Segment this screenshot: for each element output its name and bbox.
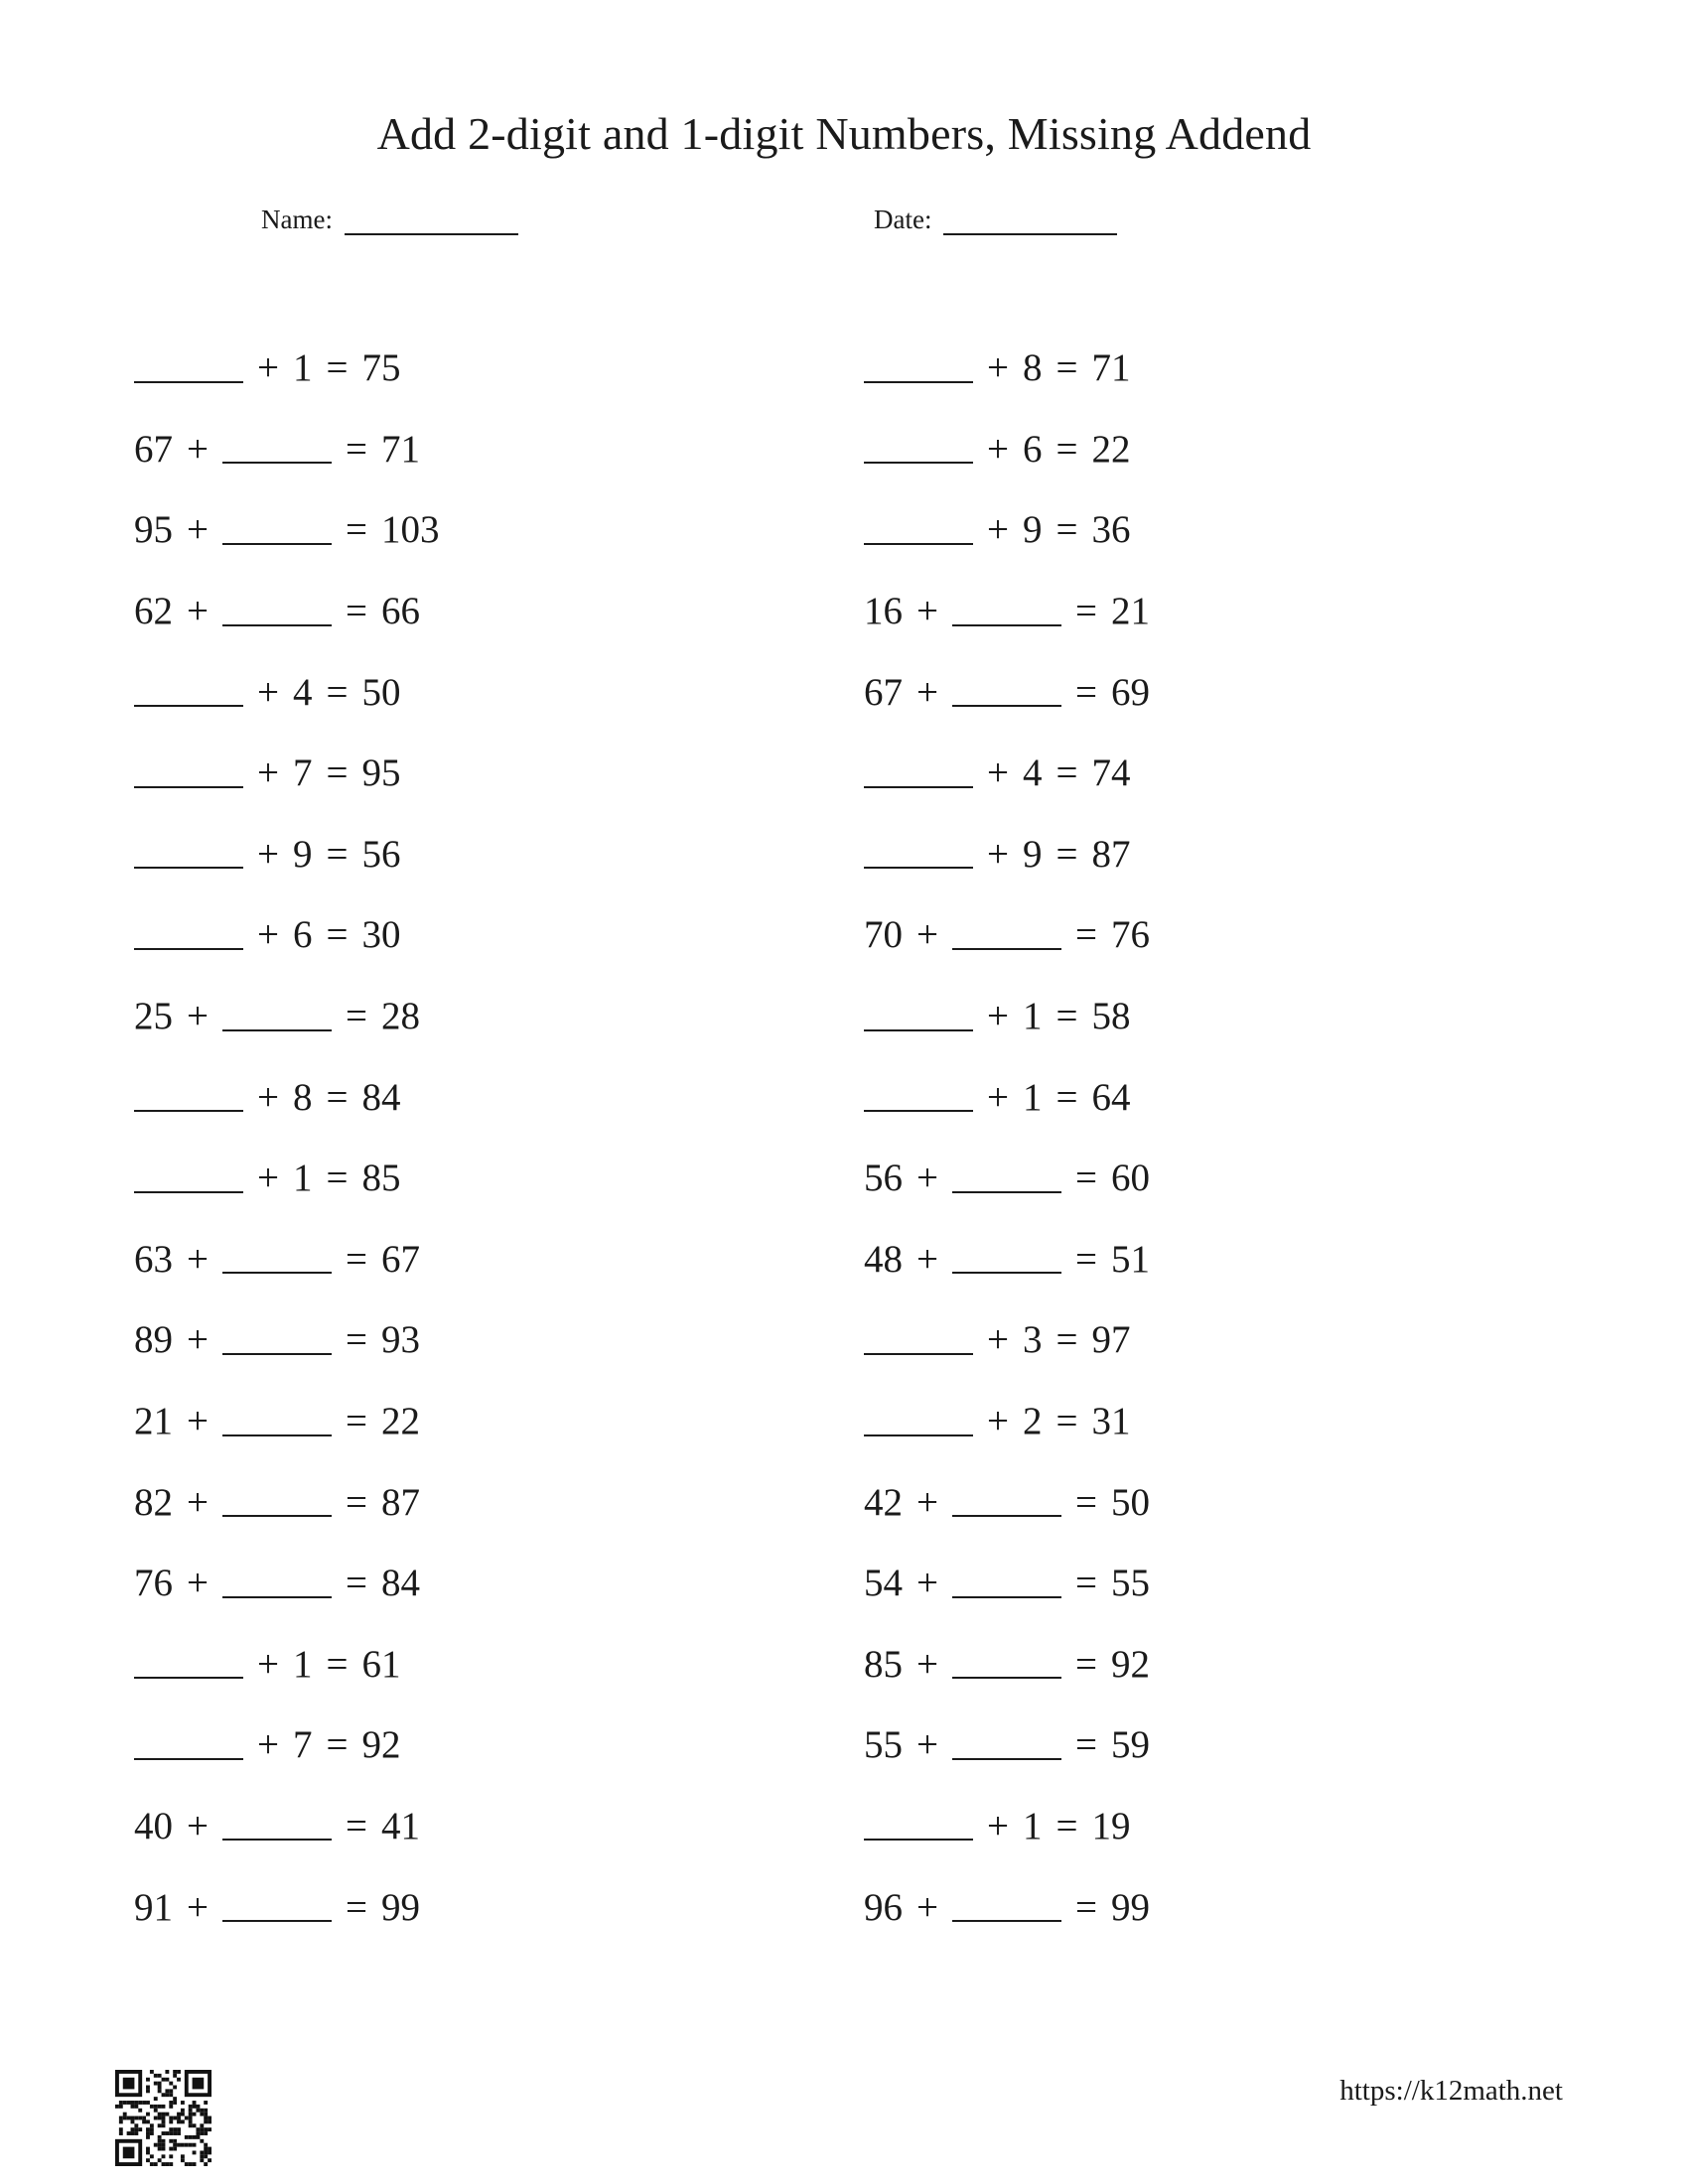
- answer-blank[interactable]: [952, 705, 1061, 707]
- problem-sum: 75: [361, 346, 401, 390]
- plus-sign: +: [257, 670, 279, 714]
- answer-blank[interactable]: [134, 1677, 243, 1679]
- plus-sign: +: [987, 1400, 1009, 1443]
- problem-addend: 95: [134, 508, 173, 552]
- equals-sign: =: [1055, 995, 1078, 1038]
- equals-sign: =: [1075, 1562, 1097, 1605]
- plus-sign: +: [916, 1480, 938, 1524]
- problem-sum: 99: [381, 1885, 420, 1929]
- problem-sum: 66: [381, 590, 420, 633]
- answer-blank[interactable]: [952, 1272, 1061, 1274]
- problem-addend: 89: [134, 1318, 173, 1362]
- problem-row: [864, 1138, 1150, 1219]
- problem-row: [134, 1381, 440, 1462]
- answer-blank[interactable]: [864, 543, 973, 545]
- problem-row: [134, 814, 440, 895]
- answer-blank[interactable]: [864, 867, 973, 869]
- equals-sign: =: [1055, 427, 1078, 471]
- problem-row: [134, 1705, 440, 1786]
- answer-blank[interactable]: [864, 381, 973, 383]
- problem-column-right: [864, 328, 1150, 1948]
- problem-addend: 40: [134, 1804, 173, 1847]
- problem-addend: 1: [1023, 1075, 1043, 1119]
- plus-sign: +: [987, 427, 1009, 471]
- equals-sign: =: [326, 1075, 349, 1119]
- problem-sum: 67: [381, 1237, 420, 1281]
- plus-sign: +: [987, 995, 1009, 1038]
- equals-sign: =: [1075, 1157, 1097, 1200]
- problem-sum: 21: [1111, 590, 1150, 633]
- problem-addend: 6: [1023, 427, 1043, 471]
- problem-addend: 16: [864, 590, 903, 633]
- problem-row: [134, 651, 440, 733]
- plus-sign: +: [987, 1075, 1009, 1119]
- problem-addend: 8: [1023, 346, 1043, 390]
- problem-addend: 21: [134, 1400, 173, 1443]
- problem-addend: 6: [293, 913, 313, 957]
- problem-sum: 31: [1091, 1400, 1131, 1443]
- equals-sign: =: [346, 1480, 367, 1524]
- plus-sign: +: [257, 913, 279, 957]
- answer-blank[interactable]: [222, 1596, 332, 1598]
- problem-sum: 50: [1111, 1480, 1150, 1524]
- equals-sign: =: [1075, 590, 1097, 633]
- problem-addend: 9: [293, 832, 313, 876]
- problem-addend: 63: [134, 1237, 173, 1281]
- problem-sum: 36: [1091, 508, 1131, 552]
- equals-sign: =: [1055, 1400, 1078, 1443]
- problem-row: [134, 328, 440, 409]
- plus-sign: +: [987, 832, 1009, 876]
- problem-addend: 56: [864, 1157, 903, 1200]
- problem-addend: 85: [864, 1642, 903, 1686]
- problem-addend: 1: [1023, 1804, 1043, 1847]
- problem-sum: 103: [381, 508, 440, 552]
- answer-blank[interactable]: [134, 1110, 243, 1112]
- qr-code-icon: [115, 2070, 211, 2166]
- equals-sign: =: [326, 832, 349, 876]
- answer-blank[interactable]: [952, 1920, 1061, 1922]
- plus-sign: +: [257, 1723, 279, 1767]
- problem-addend: 82: [134, 1480, 173, 1524]
- problem-row: [864, 1624, 1150, 1706]
- plus-sign: +: [916, 590, 938, 633]
- equals-sign: =: [1075, 913, 1097, 957]
- problem-row: [864, 1219, 1150, 1300]
- answer-blank[interactable]: [222, 543, 332, 545]
- plus-sign: +: [187, 1480, 209, 1524]
- problem-row: [134, 571, 440, 652]
- equals-sign: =: [326, 1723, 349, 1767]
- problem-addend: 2: [1023, 1400, 1043, 1443]
- plus-sign: +: [257, 346, 279, 390]
- problem-addend: 76: [134, 1562, 173, 1605]
- problem-addend: 25: [134, 995, 173, 1038]
- equals-sign: =: [326, 751, 349, 795]
- problem-row: [134, 733, 440, 814]
- equals-sign: =: [346, 508, 367, 552]
- problem-row: [134, 409, 440, 490]
- problem-sum: 51: [1111, 1237, 1150, 1281]
- problem-row: [864, 814, 1150, 895]
- problem-sum: 84: [361, 1075, 401, 1119]
- problem-sum: 97: [1091, 1318, 1131, 1362]
- answer-blank[interactable]: [952, 1758, 1061, 1760]
- problem-sum: 50: [361, 670, 401, 714]
- plus-sign: +: [916, 1562, 938, 1605]
- problem-addend: 1: [1023, 995, 1043, 1038]
- plus-sign: +: [916, 1642, 938, 1686]
- problem-addend: 54: [864, 1562, 903, 1605]
- problem-addend: 8: [293, 1075, 313, 1119]
- problem-sum: 87: [381, 1480, 420, 1524]
- problem-sum: 55: [1111, 1562, 1150, 1605]
- plus-sign: +: [257, 1642, 279, 1686]
- plus-sign: +: [916, 1237, 938, 1281]
- equals-sign: =: [346, 1885, 367, 1929]
- problem-row: [134, 1138, 440, 1219]
- problem-sum: 93: [381, 1318, 420, 1362]
- problem-sum: 61: [361, 1642, 401, 1686]
- problem-row: [134, 976, 440, 1057]
- equals-sign: =: [1055, 832, 1078, 876]
- equals-sign: =: [326, 913, 349, 957]
- answer-blank[interactable]: [222, 624, 332, 626]
- plus-sign: +: [187, 1400, 209, 1443]
- answer-blank[interactable]: [952, 1191, 1061, 1193]
- problem-sum: 28: [381, 995, 420, 1038]
- problem-row: [864, 733, 1150, 814]
- plus-sign: +: [187, 1562, 209, 1605]
- problem-row: [134, 1624, 440, 1706]
- equals-sign: =: [346, 1400, 367, 1443]
- problem-row: [134, 1299, 440, 1381]
- problem-addend: 67: [134, 427, 173, 471]
- problem-addend: 1: [293, 1157, 313, 1200]
- plus-sign: +: [187, 1804, 209, 1847]
- equals-sign: =: [1075, 1885, 1097, 1929]
- problem-addend: 62: [134, 590, 173, 633]
- problem-addend: 91: [134, 1885, 173, 1929]
- problem-addend: 55: [864, 1723, 903, 1767]
- answer-blank[interactable]: [952, 948, 1061, 950]
- answer-blank[interactable]: [222, 462, 332, 464]
- answer-blank[interactable]: [134, 867, 243, 869]
- equals-sign: =: [1075, 1237, 1097, 1281]
- problem-addend: 4: [1023, 751, 1043, 795]
- equals-sign: =: [326, 1157, 349, 1200]
- plus-sign: +: [187, 427, 209, 471]
- problem-row: [864, 1866, 1150, 1948]
- problem-column-left: [134, 328, 440, 1948]
- plus-sign: +: [916, 913, 938, 957]
- problem-sum: 92: [361, 1723, 401, 1767]
- name-input-line[interactable]: [345, 207, 518, 235]
- equals-sign: =: [346, 1237, 367, 1281]
- problem-sum: 99: [1111, 1885, 1150, 1929]
- equals-sign: =: [1055, 346, 1078, 390]
- answer-blank[interactable]: [864, 1029, 973, 1031]
- answer-blank[interactable]: [864, 1353, 973, 1355]
- equals-sign: =: [1075, 1642, 1097, 1686]
- problem-sum: 58: [1091, 995, 1131, 1038]
- problem-sum: 85: [361, 1157, 401, 1200]
- problem-addend: 1: [293, 1642, 313, 1686]
- problem-row: [134, 1543, 440, 1624]
- problem-row: [864, 1786, 1150, 1867]
- page-title: Add 2-digit and 1-digit Numbers, Missing Addend: [376, 108, 1312, 159]
- problem-sum: 60: [1111, 1157, 1150, 1200]
- plus-sign: +: [187, 590, 209, 633]
- answer-blank[interactable]: [952, 1677, 1061, 1679]
- answer-blank[interactable]: [134, 948, 243, 950]
- problem-row: [134, 1461, 440, 1543]
- problem-sum: 59: [1111, 1723, 1150, 1767]
- plus-sign: +: [187, 1885, 209, 1929]
- problem-row: [864, 1461, 1150, 1543]
- problem-row: [864, 328, 1150, 409]
- problem-sum: 84: [381, 1562, 420, 1605]
- answer-blank[interactable]: [222, 1920, 332, 1922]
- problem-sum: 87: [1091, 832, 1131, 876]
- problem-sum: 92: [1111, 1642, 1150, 1686]
- problem-row: [864, 571, 1150, 652]
- problem-sum: 19: [1091, 1804, 1131, 1847]
- plus-sign: +: [987, 1804, 1009, 1847]
- problem-sum: 71: [1091, 346, 1131, 390]
- equals-sign: =: [346, 1804, 367, 1847]
- equals-sign: =: [1055, 508, 1078, 552]
- answer-blank[interactable]: [222, 1515, 332, 1517]
- name-label: Name:: [261, 205, 333, 234]
- equals-sign: =: [346, 590, 367, 633]
- problem-row: [864, 1381, 1150, 1462]
- plus-sign: +: [916, 1885, 938, 1929]
- problem-row: [134, 1866, 440, 1948]
- problem-addend: 3: [1023, 1318, 1043, 1362]
- date-field: [874, 205, 1117, 235]
- footer-url: https://k12math.net: [1339, 2075, 1563, 2107]
- problem-row: [134, 1056, 440, 1138]
- problem-sum: 76: [1111, 913, 1150, 957]
- problem-row: [864, 409, 1150, 490]
- answer-blank[interactable]: [864, 1839, 973, 1841]
- equals-sign: =: [346, 1318, 367, 1362]
- plus-sign: +: [916, 670, 938, 714]
- problem-row: [864, 1543, 1150, 1624]
- name-field: [261, 205, 518, 235]
- equals-sign: =: [326, 1642, 349, 1686]
- equals-sign: =: [1075, 1480, 1097, 1524]
- equals-sign: =: [1075, 670, 1097, 714]
- problem-addend: 9: [1023, 832, 1043, 876]
- answer-blank[interactable]: [222, 1029, 332, 1031]
- plus-sign: +: [916, 1723, 938, 1767]
- problem-row: [864, 1056, 1150, 1138]
- plus-sign: +: [187, 508, 209, 552]
- equals-sign: =: [1055, 751, 1078, 795]
- problem-sum: 71: [381, 427, 420, 471]
- plus-sign: +: [987, 346, 1009, 390]
- answer-blank[interactable]: [222, 1839, 332, 1841]
- problem-addend: 96: [864, 1885, 903, 1929]
- problem-addend: 42: [864, 1480, 903, 1524]
- answer-blank[interactable]: [952, 1515, 1061, 1517]
- equals-sign: =: [1055, 1075, 1078, 1119]
- equals-sign: =: [346, 995, 367, 1038]
- answer-blank[interactable]: [134, 1758, 243, 1760]
- problem-row: [864, 1299, 1150, 1381]
- problem-row: [864, 976, 1150, 1057]
- plus-sign: +: [257, 1075, 279, 1119]
- problem-sum: 95: [361, 751, 401, 795]
- problem-row: [864, 1705, 1150, 1786]
- answer-blank[interactable]: [222, 1434, 332, 1436]
- plus-sign: +: [257, 832, 279, 876]
- plus-sign: +: [187, 995, 209, 1038]
- problem-sum: 41: [381, 1804, 420, 1847]
- answer-blank[interactable]: [864, 1434, 973, 1436]
- plus-sign: +: [187, 1318, 209, 1362]
- equals-sign: =: [1075, 1723, 1097, 1767]
- problem-addend: 48: [864, 1237, 903, 1281]
- problem-row: [134, 1786, 440, 1867]
- problem-addend: 70: [864, 913, 903, 957]
- plus-sign: +: [257, 1157, 279, 1200]
- answer-blank[interactable]: [952, 1596, 1061, 1598]
- answer-blank[interactable]: [222, 1353, 332, 1355]
- answer-blank[interactable]: [134, 705, 243, 707]
- answer-blank[interactable]: [952, 624, 1061, 626]
- equals-sign: =: [1055, 1318, 1078, 1362]
- plus-sign: +: [987, 508, 1009, 552]
- answer-blank[interactable]: [864, 1110, 973, 1112]
- equals-sign: =: [326, 670, 349, 714]
- problem-row: [134, 1219, 440, 1300]
- answer-blank[interactable]: [864, 462, 973, 464]
- problem-sum: 30: [361, 913, 401, 957]
- problem-sum: 22: [1091, 427, 1131, 471]
- problem-addend: 7: [293, 1723, 313, 1767]
- problem-row: [864, 894, 1150, 976]
- plus-sign: +: [916, 1157, 938, 1200]
- equals-sign: =: [346, 427, 367, 471]
- plus-sign: +: [257, 751, 279, 795]
- date-label: Date:: [874, 205, 932, 234]
- problem-sum: 56: [361, 832, 401, 876]
- problem-sum: 22: [381, 1400, 420, 1443]
- problem-row: [134, 894, 440, 976]
- problem-addend: 1: [293, 346, 313, 390]
- answer-blank[interactable]: [134, 381, 243, 383]
- problem-addend: 7: [293, 751, 313, 795]
- problem-addend: 67: [864, 670, 903, 714]
- answer-blank[interactable]: [134, 1191, 243, 1193]
- problem-row: [864, 489, 1150, 571]
- answer-blank[interactable]: [134, 786, 243, 788]
- problem-row: [864, 651, 1150, 733]
- problem-sum: 69: [1111, 670, 1150, 714]
- problem-sum: 64: [1091, 1075, 1131, 1119]
- equals-sign: =: [346, 1562, 367, 1605]
- problem-addend: 4: [293, 670, 313, 714]
- problem-addend: 9: [1023, 508, 1043, 552]
- equals-sign: =: [326, 346, 349, 390]
- answer-blank[interactable]: [864, 786, 973, 788]
- problem-row: [134, 489, 440, 571]
- answer-blank[interactable]: [222, 1272, 332, 1274]
- plus-sign: +: [187, 1237, 209, 1281]
- plus-sign: +: [987, 751, 1009, 795]
- equals-sign: =: [1055, 1804, 1078, 1847]
- problem-sum: 74: [1091, 751, 1131, 795]
- date-input-line[interactable]: [943, 207, 1117, 235]
- plus-sign: +: [987, 1318, 1009, 1362]
